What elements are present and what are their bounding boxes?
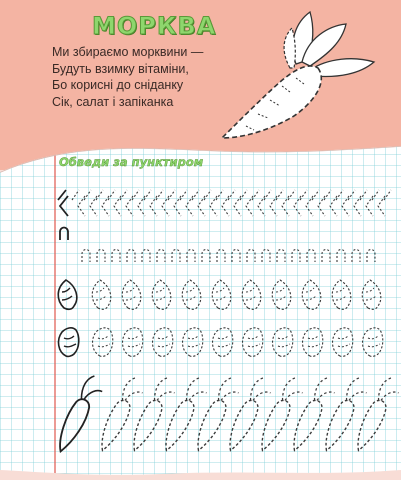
instruction-text: Обведи за пунктиром [59,155,204,169]
poem-line: Сік, салат і запіканка [52,94,174,109]
page-title: МОРКВА [92,12,217,40]
poem-line: Бо корисні до сніданку [52,78,184,92]
poem-line: Будуть взимку вітаміни, [52,61,189,76]
poem-line: Ми збираємо морквини — [52,45,204,59]
